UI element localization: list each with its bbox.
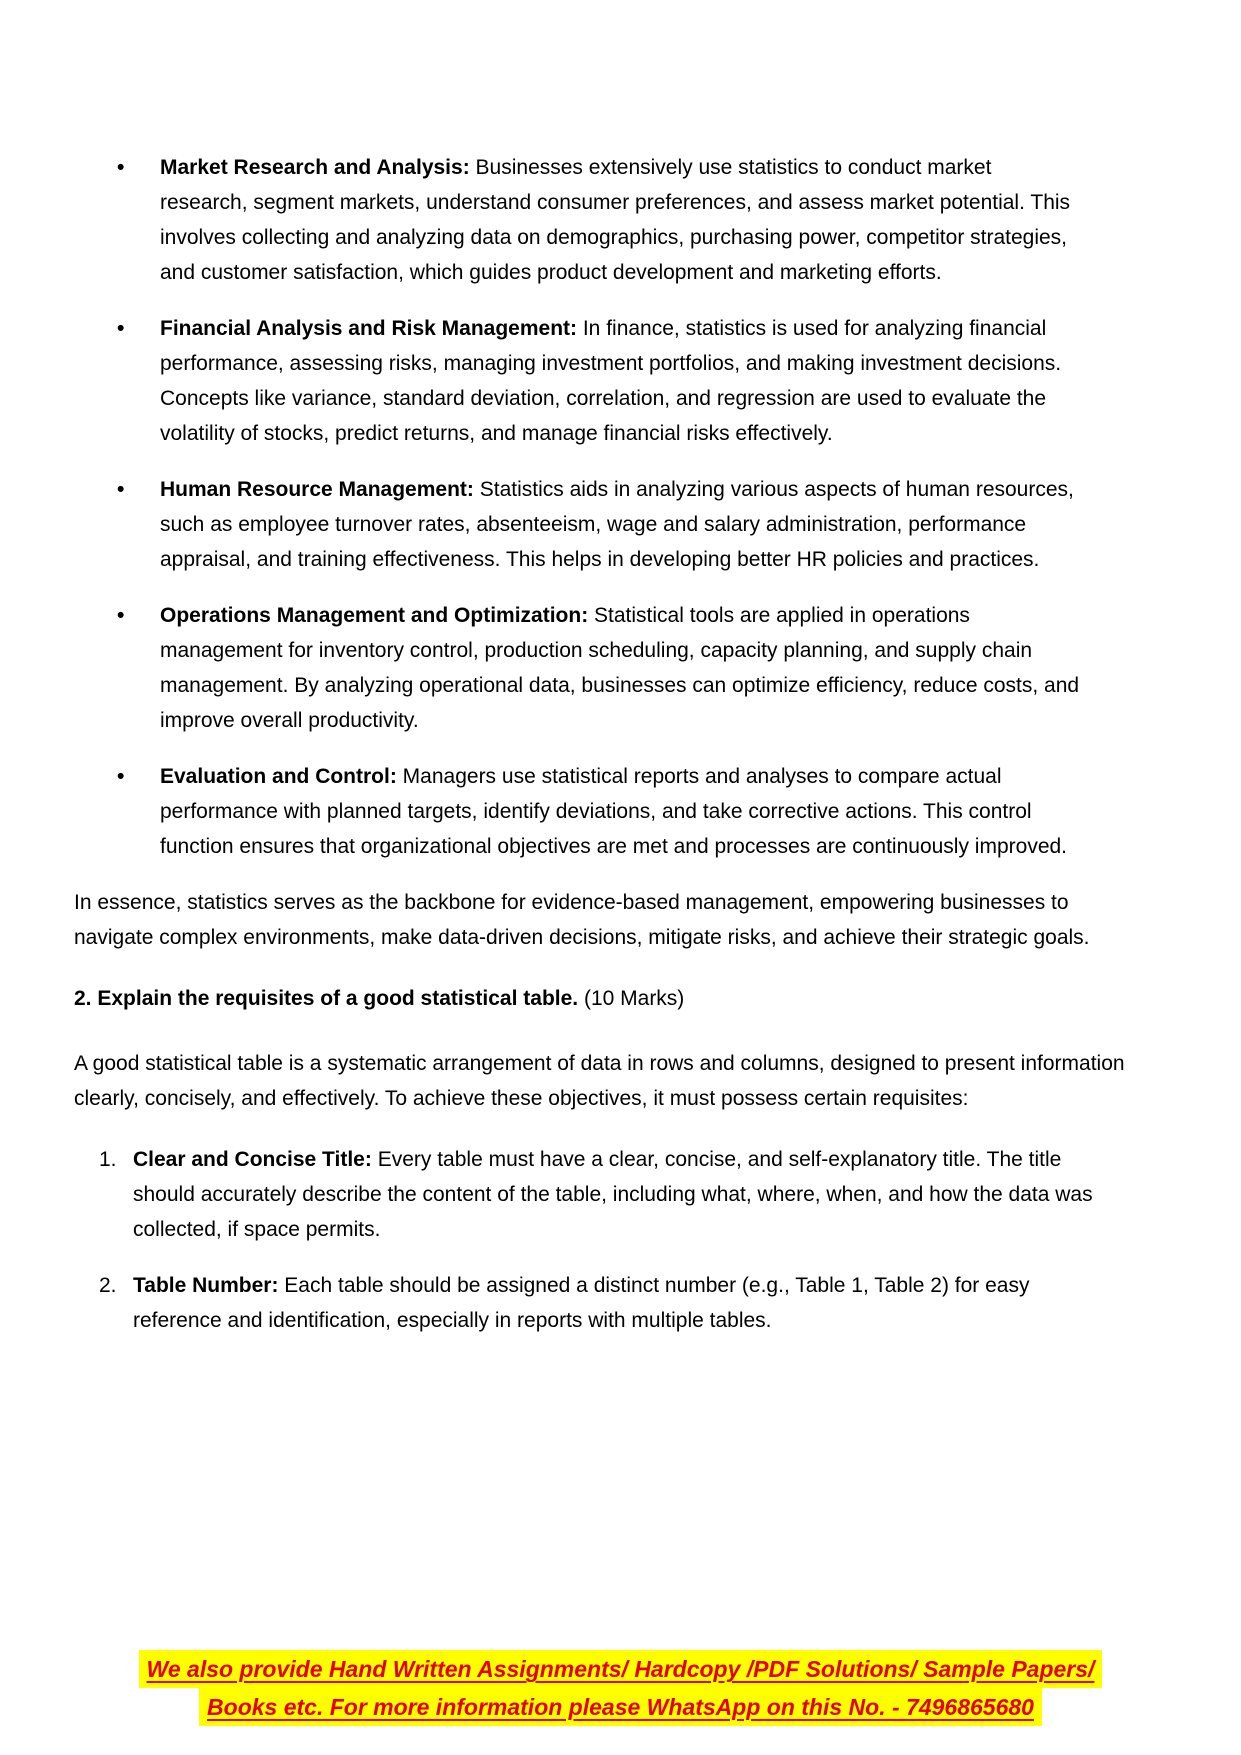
list-item (74, 598, 1174, 738)
list-item (74, 1268, 1174, 1338)
bullet-body: In finance, statistics is used for analyzing financial performance, assessing risks, managing investment portfolios, and making investment decisions. Concepts like variance, standard deviation, correlation, and regression are used to evaluate the volatility of stocks, predict returns, and manage financial risks effectively. (160, 317, 1062, 445)
bullet-label: Operations Management and Optimization: (160, 604, 589, 627)
bullet-marker: • (117, 156, 125, 179)
bullet-marker: • (117, 317, 125, 340)
numbered-body: Every table must have a clear, concise, and self-explanatory title. The title should accurately describe the content of the table, including what, where, when, and how the data was collected, if space permits. (133, 1148, 1093, 1241)
bullet-body: Businesses extensively use statistics to conduct market research, segment markets, understand consumer preferences, and assess market potential. This involves collecting and analyzing data on demographics, purchasing power, competitor strategies, and customer satisfaction, which guides product development and marketing efforts. (160, 156, 1071, 284)
bullet-label: Evaluation and Control: (160, 765, 397, 788)
list-item (74, 1142, 1174, 1247)
document-content (74, 150, 1174, 1359)
question-2-marks: (10 Marks) (578, 987, 685, 1010)
numbered-label: Table Number: (133, 1274, 279, 1297)
numbered-body: Each table should be assigned a distinct number (e.g., Table 1, Table 2) for easy reference and identification, especially in reports with multiple tables. (133, 1274, 1030, 1332)
applications-bullet-list (74, 150, 1174, 864)
bullet-body: Statistics aids in analyzing various aspects of human resources, such as employee turnover rates, absenteeism, wage and salary administration, performance appraisal, and training effectiveness. This helps in developing better HR policies and practices. (160, 478, 1074, 571)
bullet-human-resource (160, 472, 1080, 577)
bullet-label: Market Research and Analysis: (160, 156, 470, 179)
number-marker: 2. (99, 1274, 117, 1297)
bullet-marker: • (117, 765, 125, 788)
promo-footer-line-2: Books etc. For more information please WhatsApp on this No. - 7496865680 (199, 1688, 1042, 1726)
list-item (74, 472, 1174, 577)
closing-paragraph: In essence, statistics serves as the backbone for evidence-based management, empowering businesses to navigate complex environments, make data-driven decisions, mitigate risks, and achieve their strategic goals. (74, 891, 1090, 949)
list-item (74, 150, 1174, 290)
question-2-heading (74, 981, 1174, 1016)
list-item (74, 311, 1174, 451)
list-item (74, 759, 1174, 864)
numbered-table-number (133, 1268, 1123, 1338)
bullet-marker: • (117, 478, 125, 501)
number-marker: 1. (99, 1148, 117, 1171)
bullet-financial-analysis (160, 311, 1080, 451)
bullet-market-research (160, 150, 1080, 290)
bullet-operations-management (160, 598, 1080, 738)
promo-footer-line-1: We also provide Hand Written Assignments/ Hardcopy /PDF Solutions/ Sample Papers/ (139, 1650, 1103, 1688)
question-2-title: 2. Explain the requisites of a good statistical table. (74, 987, 579, 1010)
bullet-body: Statistical tools are applied in operations management for inventory control, production scheduling, capacity planning, and supply chain management. By analyzing operational data, businesses can optimize efficiency, reduce costs, and improve overall productivity. (160, 604, 1080, 732)
bullet-marker: • (117, 604, 125, 627)
bullet-evaluation-control (160, 759, 1080, 864)
numbered-label: Clear and Concise Title: (133, 1148, 372, 1171)
promo-footer (0, 1650, 1241, 1726)
intro-paragraph: A good statistical table is a systematic arrangement of data in rows and columns, designed to present information clearly, concisely, and effectively. To achieve these objectives, it must possess certain requisites: (74, 1052, 1125, 1110)
requisites-numbered-list (74, 1142, 1174, 1338)
numbered-clear-title (133, 1142, 1123, 1247)
bullet-label: Financial Analysis and Risk Management: (160, 317, 578, 340)
bullet-body: Managers use statistical reports and analyses to compare actual performance with planned targets, identify deviations, and take corrective actions. This control function ensures that organizational objectives are met and processes are continuously improved. (160, 765, 1068, 858)
bullet-label: Human Resource Management: (160, 478, 474, 501)
